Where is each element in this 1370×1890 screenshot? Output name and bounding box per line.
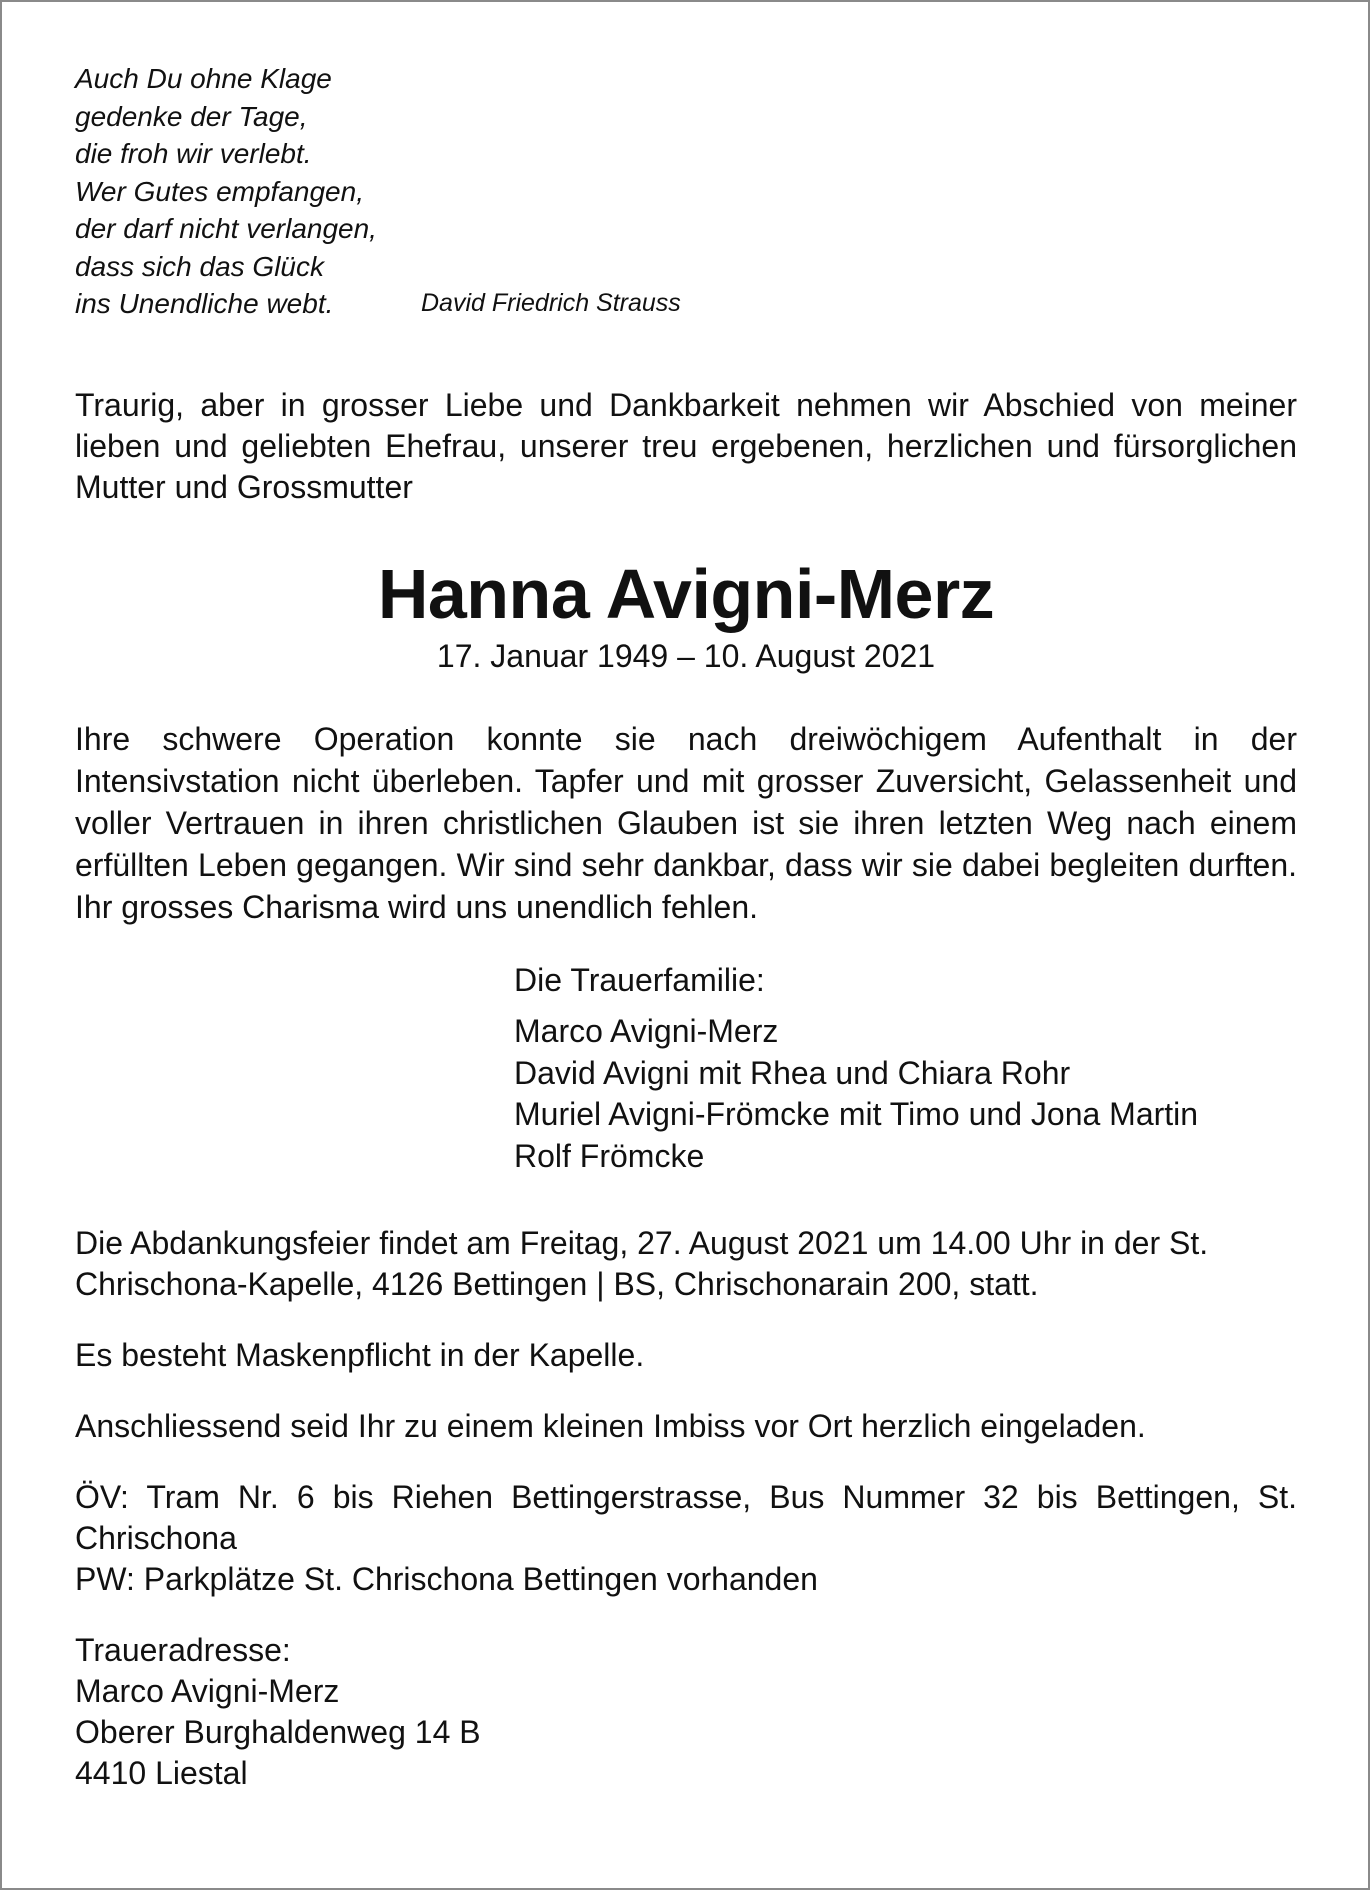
obituary-content — [75, 60, 1297, 1794]
poem-line: dass sich das Glück — [75, 250, 324, 282]
poem-line: Auch Du ohne Klage — [75, 63, 332, 94]
address-city: 4410 Liestal — [75, 1755, 248, 1791]
family-member: Marco Avigni-Merz — [514, 1013, 779, 1049]
parking-note: PW: Parkplätze St. Chrischona Bettingen vorhanden — [75, 1561, 818, 1597]
invitation-notice: Anschliessend seid Ihr zu einem kleinen Imbiss vor Ort herzlich eingeladen. — [75, 1408, 1146, 1444]
public-transport-note: ÖV: Tram Nr. 6 bis Riehen Bettingerstrasse, Bus Nummer 32 bis Bettingen, St. Chrischona — [75, 1479, 1297, 1556]
service-information — [75, 1223, 1297, 1794]
poem — [75, 60, 1297, 323]
family-list — [514, 960, 1297, 1178]
life-dates: 17. Januar 1949 – 10. August 2021 — [436, 637, 936, 674]
poem-line: Wer Gutes empfangen, — [75, 175, 364, 207]
family-member: Rolf Frömcke — [514, 1137, 705, 1174]
poem-line: die froh wir verlebt. — [75, 138, 312, 169]
ceremony-notice: Die Abdankungsfeier findet am Freitag, 27. August 2021 um 14.00 Uhr in der St. Chrischona-Kapelle, 4126 Bettingen | BS, Chrischonarain 200, statt. — [75, 1225, 1209, 1302]
poem-author: David Friedrich Strauss — [421, 289, 681, 317]
family-member: Muriel Avigni-Frömcke mit Timo und Jona Martin — [514, 1096, 1199, 1132]
address-name: Marco Avigni-Merz — [75, 1673, 340, 1709]
family-member: David Avigni mit Rhea und Chiara Rohr — [514, 1054, 1071, 1091]
address-label: Traueradresse: — [75, 1632, 291, 1668]
address-street: Oberer Burghaldenweg 14 B — [75, 1714, 481, 1750]
poem-line: gedenke der Tage, — [75, 100, 308, 132]
intro-paragraph: Traurig, aber in grosser Liebe und Dankbarkeit nehmen wir Abschied von meiner lieben und geliebten Ehefrau, unserer treu ergebenen, herzlichen und fürsorglichen Mutter und Grossmutter — [75, 386, 1297, 505]
transport-information — [75, 1477, 1297, 1600]
poem-line: der darf nicht verlangen, — [75, 213, 377, 244]
body-paragraph: Ihre schwere Operation konnte sie nach dreiwöchigem Aufenthalt in der Intensivstation nicht überleben. Tapfer und mit grosser Zuversicht, Gelassenheit und voller Vertrauen in ihren christlichen Glauben ist sie ihren letzten Weg nach einem erfüllten Leben gegangen. Wir sind sehr dankbar, dass wir sie dabei begleiten durften. Ihr grosses Charisma wird uns unendlich fehlen. — [75, 720, 1297, 925]
mask-notice: Es besteht Maskenpflicht in der Kapelle. — [75, 1337, 645, 1373]
deceased-name: Hanna Avigni-Merz — [377, 554, 995, 633]
poem-line: ins Unendliche webt. — [75, 288, 334, 319]
mourning-address — [75, 1630, 1297, 1794]
family-heading: Die Trauerfamilie: — [514, 961, 765, 998]
